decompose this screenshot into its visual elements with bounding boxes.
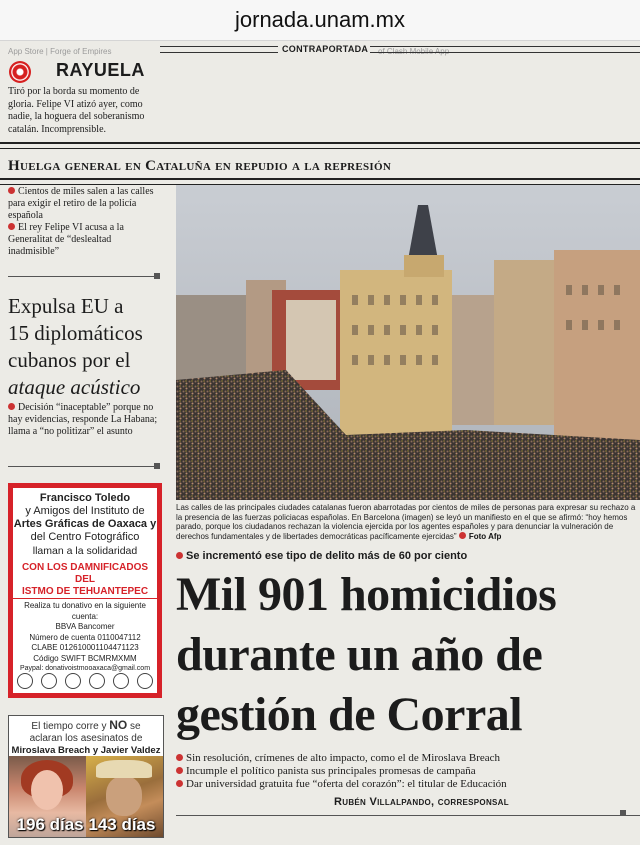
section-rule-right [370,46,640,53]
top-rule [0,142,640,149]
logo-icon [65,673,81,689]
ghost-text-left: App Store | Forge of Empires [8,47,112,56]
list-item: Dar universidad gratuita fue “oferta del corazón”: el titular de Educación [176,778,636,791]
journalists-ad[interactable]: El tiempo corre y NO se aclaran los asesinatos de Miroslava Breach y Javier Valdez 196 días 143 días [8,715,164,838]
browser-address-bar[interactable] [0,0,640,41]
main-story-decks [176,752,636,791]
bullet-icon [176,754,183,761]
logo-icon [137,673,153,689]
catalonia-bullets [8,186,158,258]
bullet-icon [176,552,183,559]
list-item: Incumple el político panista sus principales promesas de campaña [176,765,636,778]
bullet-icon [176,780,183,787]
days-counter: 196 días 143 días [16,815,156,834]
logo-icon [113,673,129,689]
photo-illustration [176,185,640,500]
column-rule [8,462,160,467]
photo-caption: Las calles de las principales ciudades catalanas fueron abarrotadas por cientos de miles de personas para expresar su rechazo a la presencia de las fuerzas policiacas españolas. En Barcelona (imagen) se leyó un manifiesto en el que se afirmó: “hoy hemos parado, porque los ciudadanos rechazan la violencia ejercida por los agentes españoles y para denunciar la vulneración de derechos fundamentales y de libertades democráticas pacíficamente ejercidas” Foto Afp [176,503,636,541]
rayuela-spiral-icon [9,61,31,83]
ad-panel: Francisco Toledo y Amigos del Instituto de Artes Gráficas de Oaxaca y del Centro Fotográfico llaman a la solidaridad CON LOS DAMNIFICADOS DEL ISTMO DE TEHUANTEPEC Realiza tu donativo en la siguiente cuenta: BBVA Bancomer Número de cuenta 0110047112 CLABE 012610001104471123 Código SWIFT BCMRMXMM Paypal: donativoistmooaxaca@gmail.com [13,488,157,693]
bullet-icon [8,187,15,194]
section-rule-left [160,46,278,53]
byline-rule [176,812,640,816]
logo-icon [17,673,33,689]
rayuela-text: Tiró por la borda su momento de gloria. Felipe VI atizó ayer, como nadie, la hoguera del soberanismo catalán. Incomprensible. [8,86,145,135]
bullet-icon [176,767,183,774]
ad-line: El tiempo corre y NO se [31,718,141,732]
main-story-kicker: Se incrementó ese tipo de delito más de 60 por ciento [176,550,467,562]
solidarity-ad[interactable] [8,483,162,698]
ad-logos [17,673,153,689]
bullet-icon [8,223,15,230]
barcelona-crowd-photo[interactable] [176,185,640,500]
logo-icon [41,673,57,689]
column-rule [8,272,160,277]
list-item: El rey Felipe VI acusa a la Generalitat de “deslealtad inadmisible” [8,222,124,257]
eu-story-headline[interactable]: Expulsa EU a 15 diplomáticos cubanos por el ataque acústico [8,294,143,399]
eu-story-subtitle: Decisión “inaceptable” porque no hay evidencias, responde La Habana; llama a “no politizar” el asunto [8,402,158,437]
main-headline[interactable]: Mil 901 homicidios durante un año de gestión de Corral [176,568,557,741]
rayuela-title: RAYUELA [56,60,145,80]
list-item: Sin resolución, crímenes de alto impacto, como el de Miroslava Breach [176,752,636,765]
byline: Rubén Villalpando, corresponsal [334,796,509,808]
logo-icon [89,673,105,689]
bullet-icon [459,532,466,539]
section-label: CONTRAPORTADA [282,44,369,54]
list-item: Cientos de miles salen a las calles para exigir el retiro de la policía española [8,186,154,221]
strip-rule [0,178,640,185]
bullet-icon [8,403,15,410]
ghost-text-right: of Clash Mobile App [378,47,450,56]
headline-strip[interactable]: Huelga general en Cataluña en repudio a la represión [8,158,392,174]
url-text: jornada.unam.mx [235,7,405,32]
